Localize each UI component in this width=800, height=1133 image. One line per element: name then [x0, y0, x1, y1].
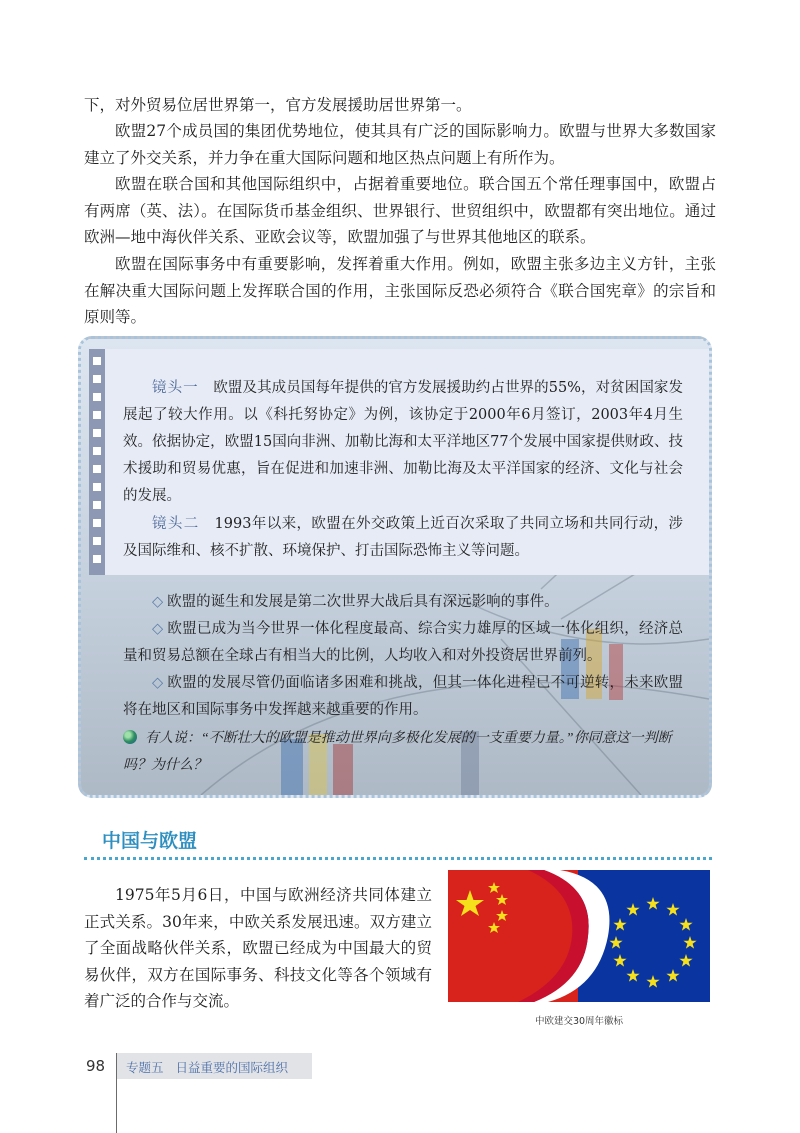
discussion-question: 有人说：“不断壮大的欧盟是推动世界向多极化发展的一支重要力量。”你同意这一判断吗？为什么？ [123, 731, 672, 773]
bullet-item: ◇ 欧盟的发展尽管仍面临诸多困难和挑战，但其一体化进程已不可逆转，未来欧盟将在地区和国际事务中发挥越来越重要的作用。 [123, 675, 683, 718]
footer-divider-line [116, 1053, 117, 1133]
footer-chapter [126, 1058, 288, 1076]
globe-icon [123, 730, 137, 744]
section-divider [84, 857, 712, 860]
emblem-caption: 中欧建交30周年徽标 [534, 1016, 624, 1027]
lens-1-text: 欧盟及其成员国每年提供的官方发展援助约占世界的55%，对贫困国家发展起了较大作用。以《科托努协定》为例，该协定于2000年6月签订，2003年4月生效。依据协定，欧盟15国向非洲、加勒比海和太平洋地区77个发展中国家提供财政、技术援助和贸易优惠，旨在促进和加速非洲、加勒比海及太平洋国家的经济、文化与社会的发展。 [123, 380, 684, 504]
china-eu-emblem-image [448, 870, 710, 1002]
lens-2-paragraph [123, 511, 683, 565]
lens-2-label: 镜头二 [152, 516, 200, 532]
intro-paragraph-2: 欧盟27个成员国的集团优势地位，使其具有广泛的国际影响力。欧盟与世界大多数国家建立了外交关系，并力争在重大国际问题和地区热点问题上有所作为。 [84, 122, 716, 167]
section-body: 1975年5月6日，中国与欧洲经济共同体建立正式关系。30年来，中欧关系发展迅速。双方建立了全面战略伙伴关系，欧盟已经成为中国最大的贸易伙伴，双方在国际事务、科技文化等各个领域有着广泛的合作与交流。 [84, 886, 432, 1010]
bullet-item: ◇ 欧盟的诞生和发展是第二次世界大战后具有深远影响的事件。 [152, 594, 559, 610]
lens-1-label: 镜头一 [152, 380, 199, 396]
bullet-item: ◇ 欧盟已成为当今世界一体化程度最高、综合实力雄厚的区域一体化组织，经济总量和贸易总额在全球占有相当大的比例，人均收入和对外投资居世界前列。 [123, 621, 683, 664]
lens-1-paragraph [123, 375, 683, 510]
page-number: 98 [86, 1057, 106, 1075]
case-study-box [78, 336, 712, 798]
section-title: 中国与欧盟 [102, 830, 198, 852]
intro-paragraph-4: 欧盟在国际事务中有重要影响，发挥着重大作用。例如，欧盟主张多边主义方针，主张在解决重大国际问题上发挥联合国的作用，主张国际反恐必须符合《联合国宪章》的宗旨和原则等。 [84, 255, 716, 326]
chapter-title: 日益重要的国际组织 [175, 1060, 288, 1075]
lens-2-text: 1993年以来，欧盟在外交政策上近百次采取了共同立场和共同行动，涉及国际维和、核不扩散、环境保护、打击国际恐怖主义等问题。 [123, 516, 684, 559]
diamond-bullet-icon: ◇ [152, 621, 164, 637]
intro-line-1: 下，对外贸易位居世界第一，官方发展援助居世界第一。 [84, 96, 472, 114]
intro-paragraph-3: 欧盟在联合国和其他国际组织中，占据着重要地位。联合国五个常任理事国中，欧盟占有两席（英、法）。在国际货币基金组织、世界银行、世贸组织中，欧盟都有突出地位。通过欧洲—地中海伙伴关系、亚欧会议等，欧盟加强了与世界其他地区的联系。 [84, 175, 716, 246]
chapter-number: 专题五 [126, 1060, 164, 1075]
diamond-bullet-icon: ◇ [152, 594, 164, 610]
diamond-bullet-icon: ◇ [152, 675, 164, 691]
